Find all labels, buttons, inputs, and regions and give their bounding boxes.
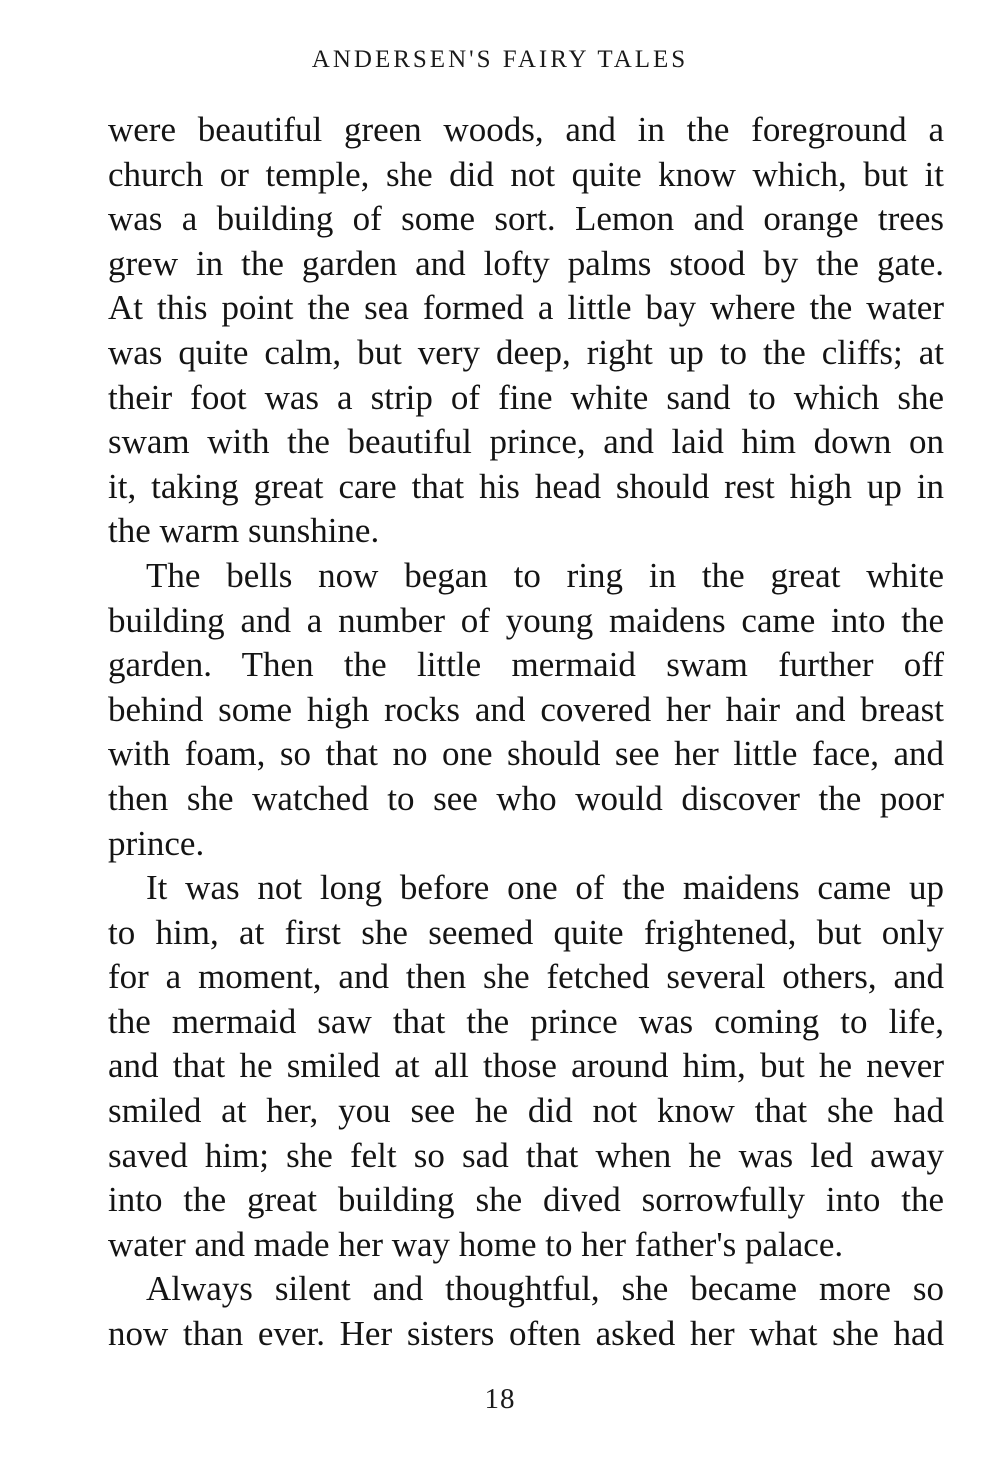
text-line: grew in the garden and lofty palms stood by the gate. (108, 243, 944, 283)
text-line: it, taking great care that his head should rest high up in (108, 466, 944, 506)
text-line: It was not long before one of the maidens came up (146, 868, 944, 908)
running-head: ANDERSEN'S FAIRY TALES (311, 46, 689, 73)
paragraph (108, 1267, 944, 1356)
text-line: swam with the beautiful prince, and laid him down on (108, 422, 944, 462)
text-line: was quite calm, but very deep, right up to the cliffs; at (108, 332, 944, 372)
text-line: behind some high rocks and covered her hair and breast (108, 689, 944, 729)
text-line: Always silent and thoughtful, she became more so (146, 1269, 944, 1309)
text-line: the mermaid saw that the prince was coming to life, (108, 1001, 944, 1041)
text-line: smiled at her, you see he did not know that she had (108, 1091, 944, 1131)
text-line: to him, at first she seemed quite frightened, but only (108, 912, 944, 952)
text-line: for a moment, and then she fetched several others, and (108, 957, 944, 997)
paragraph (108, 108, 944, 554)
text-line: building and a number of young maidens came into the (108, 600, 944, 640)
text-line: now than ever. Her sisters often asked her what she had (108, 1314, 944, 1354)
text-line: prince. (108, 823, 205, 863)
text-line: church or temple, she did not quite know which, but it (108, 154, 944, 194)
paragraph (108, 554, 944, 866)
text-line: were beautiful green woods, and in the foreground a (108, 110, 944, 149)
paragraph (108, 866, 944, 1267)
text-line: was a building of some sort. Lemon and orange trees (108, 199, 944, 239)
text-line: with foam, so that no one should see her little face, and (108, 734, 944, 774)
text-line: the warm sunshine. (108, 511, 380, 551)
text-line: then she watched to see who would discover the poor (108, 778, 944, 818)
text-line: The bells now began to ring in the great white (146, 555, 944, 595)
text-line: their foot was a strip of fine white sand to which she (108, 377, 944, 417)
body-text (108, 108, 944, 1357)
text-line: water and made her way home to her father's palace. (108, 1224, 844, 1264)
page-number: 18 (484, 1383, 516, 1415)
text-line: and that he smiled at all those around him, but he never (108, 1046, 944, 1086)
text-line: garden. Then the little mermaid swam further off (108, 645, 944, 685)
text-line: into the great building she dived sorrowfully into the (108, 1180, 944, 1220)
text-line: At this point the sea formed a little bay where the water (108, 288, 944, 328)
text-line: saved him; she felt so sad that when he was led away (108, 1135, 944, 1175)
